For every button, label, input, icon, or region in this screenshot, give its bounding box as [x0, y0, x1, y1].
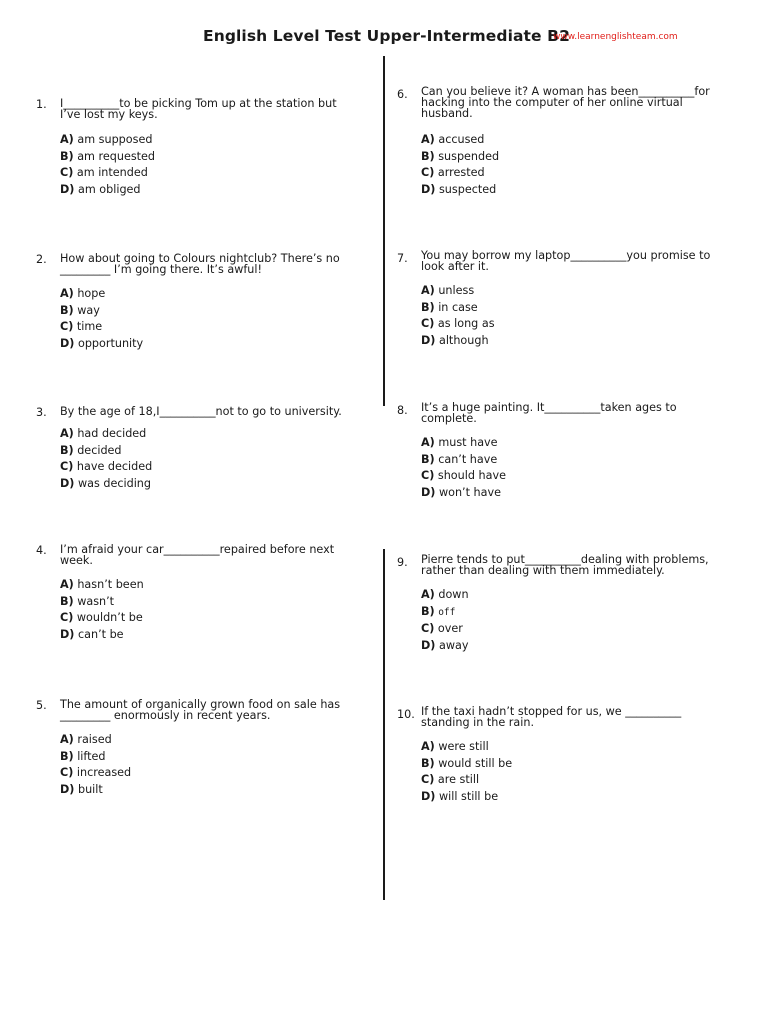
option-b[interactable] — [421, 756, 726, 773]
option-letter: C) — [421, 317, 435, 330]
option-letter: D) — [421, 485, 436, 499]
option-letter: D) — [60, 182, 75, 196]
option-text: decided — [77, 443, 122, 457]
option-text: am supposed — [77, 133, 153, 146]
option-letter: C) — [60, 766, 74, 779]
option-text: as long as — [437, 317, 495, 330]
option-c[interactable] — [60, 319, 365, 336]
option-letter: D) — [60, 336, 75, 350]
option-letter: D) — [60, 476, 75, 490]
option-text: am requested — [77, 149, 156, 163]
option-text: should have — [437, 469, 506, 482]
option-a[interactable] — [60, 426, 365, 443]
option-text: in case — [438, 300, 478, 314]
option-letter: D) — [421, 789, 436, 803]
question-5 — [36, 698, 365, 798]
option-b[interactable] — [60, 149, 365, 166]
question-number: 2. — [36, 253, 47, 266]
question-4 — [36, 543, 365, 643]
question-8 — [397, 401, 726, 501]
question-text: You may borrow my laptop__________you promise to look after it. — [421, 249, 711, 273]
option-d[interactable] — [60, 182, 365, 199]
question-text: It’s a huge painting. It__________taken ages to complete. — [421, 401, 677, 425]
option-text: hope — [77, 287, 106, 300]
option-letter: D) — [421, 638, 436, 652]
option-letter: B) — [60, 303, 74, 317]
question-number: 10. — [397, 708, 415, 721]
question-6 — [397, 85, 726, 198]
option-letter: A) — [60, 287, 74, 300]
option-letter: C) — [421, 469, 435, 482]
option-letter: A) — [421, 133, 435, 146]
option-b[interactable] — [421, 149, 726, 166]
question-number: 5. — [36, 699, 47, 712]
option-text: had decided — [77, 427, 147, 440]
column-divider-top — [383, 56, 385, 406]
option-text: have decided — [76, 460, 153, 473]
question-text: If the taxi hadn’t stopped for us, we __________ standing in the rain. — [421, 705, 682, 729]
option-text: way — [77, 303, 100, 317]
option-text: won’t have — [438, 485, 502, 499]
option-text: will still be — [438, 789, 499, 803]
option-letter: B) — [60, 749, 74, 763]
website-link[interactable]: www.learnenglishteam.com — [553, 32, 678, 42]
option-letter: C) — [60, 460, 74, 473]
option-c[interactable] — [60, 165, 365, 182]
option-a[interactable] — [60, 577, 365, 594]
option-b[interactable] — [421, 604, 726, 622]
option-text: wouldn’t be — [76, 611, 143, 624]
option-b[interactable] — [60, 749, 365, 766]
answer-options — [60, 286, 365, 352]
option-text: although — [438, 333, 489, 347]
question-3 — [36, 405, 365, 492]
option-text: wasn’t — [77, 594, 115, 608]
option-d[interactable] — [60, 476, 365, 493]
option-b[interactable] — [60, 594, 365, 611]
option-letter: B) — [60, 149, 74, 163]
question-number: 4. — [36, 544, 47, 557]
option-text: built — [77, 782, 103, 796]
option-c[interactable] — [60, 765, 365, 782]
question-text: By the age of 18,I__________not to go to university. — [60, 405, 342, 418]
option-letter: D) — [421, 333, 436, 347]
option-letter: C) — [421, 166, 435, 179]
option-a[interactable] — [421, 283, 726, 300]
option-text: lifted — [77, 749, 106, 763]
option-letter: B) — [421, 452, 435, 466]
option-letter: B) — [421, 604, 435, 618]
option-text: hasn’t been — [77, 578, 144, 591]
question-number: 6. — [397, 88, 408, 101]
option-d[interactable] — [421, 789, 726, 806]
option-text: over — [437, 622, 463, 635]
question-number: 9. — [397, 556, 408, 569]
option-letter: C) — [60, 166, 74, 179]
answer-options — [421, 132, 726, 198]
option-letter: A) — [60, 133, 74, 146]
option-letter: C) — [60, 611, 74, 624]
option-a[interactable] — [421, 739, 726, 756]
option-text: suspended — [438, 149, 500, 163]
option-d[interactable] — [60, 782, 365, 799]
option-a[interactable] — [60, 132, 365, 149]
answer-options — [421, 587, 726, 654]
option-text: opportunity — [77, 336, 144, 350]
option-text: accused — [438, 133, 485, 146]
option-letter: A) — [421, 436, 435, 449]
option-c[interactable] — [421, 316, 726, 333]
question-text: Pierre tends to put__________dealing with problems, rather than dealing with them immediately. — [421, 553, 709, 577]
option-text: time — [76, 320, 103, 333]
question-number: 8. — [397, 404, 408, 417]
question-text: I__________to be picking Tom up at the station but I’ve lost my keys. — [60, 97, 337, 121]
option-text: must have — [438, 436, 498, 449]
option-text: am obliged — [77, 182, 141, 196]
option-text: down — [438, 588, 469, 601]
option-text: was deciding — [77, 476, 152, 490]
option-c[interactable] — [60, 610, 365, 627]
answer-options — [60, 132, 365, 198]
option-d[interactable] — [421, 485, 726, 502]
answer-options — [60, 577, 365, 643]
option-d[interactable] — [60, 627, 365, 644]
option-letter: D) — [421, 182, 436, 196]
option-b[interactable] — [60, 303, 365, 320]
question-text: How about going to Colours nightclub? There’s no _________ I’m going there. It’s awful! — [60, 252, 340, 276]
option-c[interactable] — [421, 468, 726, 485]
column-divider-bottom — [383, 549, 385, 900]
option-d[interactable] — [421, 638, 726, 655]
question-2 — [36, 252, 365, 352]
option-letter: A) — [421, 284, 435, 297]
option-letter: C) — [60, 320, 74, 333]
option-text: can’t be — [77, 627, 124, 641]
option-text: raised — [77, 733, 112, 746]
page-title: English Level Test Upper-Intermediate B2 — [203, 27, 570, 45]
answer-options — [421, 435, 726, 501]
option-a[interactable] — [421, 132, 726, 149]
answer-options — [421, 739, 726, 805]
option-text: increased — [76, 766, 132, 779]
option-text: suspected — [438, 182, 497, 196]
option-letter: C) — [421, 622, 435, 635]
option-a[interactable] — [60, 286, 365, 303]
option-text: are still — [437, 773, 480, 786]
option-text: unless — [438, 284, 475, 297]
question-9 — [397, 553, 726, 654]
option-b[interactable] — [421, 452, 726, 469]
option-letter: D) — [60, 782, 75, 796]
option-text: arrested — [437, 166, 485, 179]
option-b[interactable] — [60, 443, 365, 460]
option-text: would still be — [438, 756, 513, 770]
question-10 — [397, 705, 726, 805]
option-d[interactable] — [421, 333, 726, 350]
answer-options — [421, 283, 726, 349]
option-a[interactable] — [60, 732, 365, 749]
option-letter: B) — [60, 443, 74, 457]
option-text: off — [438, 606, 456, 618]
option-letter: B) — [60, 594, 74, 608]
option-letter: A) — [60, 733, 74, 746]
answer-options — [60, 426, 365, 492]
question-number: 1. — [36, 98, 47, 111]
option-c[interactable] — [60, 459, 365, 476]
option-d[interactable] — [60, 336, 365, 353]
option-a[interactable] — [421, 587, 726, 604]
option-a[interactable] — [421, 435, 726, 452]
question-number: 7. — [397, 252, 408, 265]
option-letter: A) — [60, 578, 74, 591]
question-text: Can you believe it? A woman has been__________for hacking into the computer of her online virtual husband. — [421, 85, 710, 120]
option-letter: D) — [60, 627, 75, 641]
question-text: I’m afraid your car__________repaired before next week. — [60, 543, 335, 567]
question-number: 3. — [36, 406, 47, 419]
option-letter: B) — [421, 149, 435, 163]
question-1 — [36, 97, 365, 198]
option-d[interactable] — [421, 182, 726, 199]
option-letter: B) — [421, 756, 435, 770]
option-letter: C) — [421, 773, 435, 786]
option-b[interactable] — [421, 300, 726, 317]
answer-options — [60, 732, 365, 798]
option-c[interactable] — [421, 165, 726, 182]
option-c[interactable] — [421, 772, 726, 789]
option-letter: A) — [421, 588, 435, 601]
option-text: were still — [438, 740, 489, 753]
option-text: am intended — [76, 166, 148, 179]
question-text: The amount of organically grown food on sale has _________ enormously in recent years. — [60, 698, 341, 722]
option-letter: A) — [60, 427, 74, 440]
option-letter: A) — [421, 740, 435, 753]
option-letter: B) — [421, 300, 435, 314]
option-c[interactable] — [421, 621, 726, 638]
option-text: can’t have — [438, 452, 498, 466]
option-text: away — [438, 638, 469, 652]
question-7 — [397, 249, 726, 349]
